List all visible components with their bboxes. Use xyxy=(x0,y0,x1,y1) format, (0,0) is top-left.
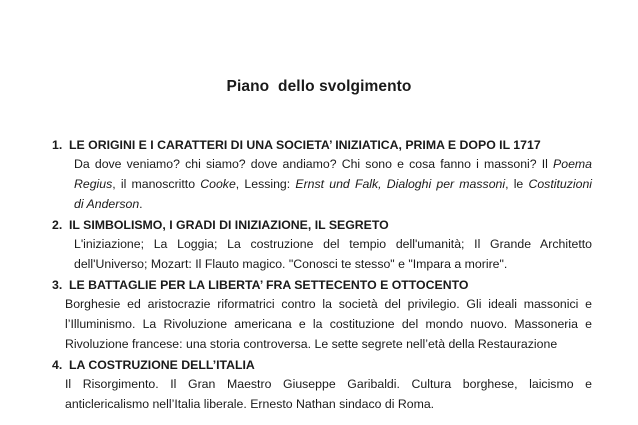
body-text: dell'Universo; Mozart: Il Flauto magico. "Conosci te stesso" e "Impara a morire". xyxy=(74,257,508,271)
section-heading-text: LE ORIGINI E I CARATTERI DI UNA SOCIETA’ INIZIATICA, PRIMA E DOPO IL 1717 xyxy=(69,138,541,152)
body-text: Il Risorgimento. Il Gran Maestro Giuseppe Garibaldi. Cultura borghese, laicismo e xyxy=(65,377,592,391)
italic-text: Ernst und Falk, Dialoghi per massoni xyxy=(295,177,506,191)
section-heading-text: LE BATTAGLIE PER LA LIBERTA’ FRA SETTECENTO E OTTOCENTO xyxy=(69,278,469,292)
body-line xyxy=(74,174,592,194)
body-text: l’Illuminismo. La Rivoluzione americana e la costituzione del mondo nuovo. Massoneria e xyxy=(65,317,592,331)
body-line xyxy=(74,194,592,214)
body-line xyxy=(74,254,592,274)
section-heading-text: LA COSTRUZIONE DELL’ITALIA xyxy=(69,358,255,372)
section-body xyxy=(74,154,592,214)
section-heading xyxy=(52,276,592,294)
section-heading xyxy=(52,136,592,154)
section-body xyxy=(74,234,592,274)
section-heading xyxy=(52,356,592,374)
body-text: Da dove veniamo? chi siamo? dove andiamo? Chi sono e cosa fanno i massoni? Il xyxy=(74,157,554,171)
body-line xyxy=(74,234,592,254)
italic-text: Costituzioni xyxy=(528,177,593,191)
section-number: 4. xyxy=(52,358,63,372)
section-heading-text: IL SIMBOLISMO, I GRADI DI INIZIAZIONE, IL SEGRETO xyxy=(69,218,389,232)
section-item xyxy=(52,356,592,414)
section-body xyxy=(65,374,592,414)
body-line xyxy=(65,294,592,314)
body-text: Rivoluzione francese: una storia controversa. Le sette segrete nell’età della Restaurazione xyxy=(65,337,558,351)
body-line xyxy=(65,394,592,414)
section-number: 3. xyxy=(52,278,63,292)
italic-text: Regius xyxy=(74,177,113,191)
section-item xyxy=(52,276,592,354)
body-text: . xyxy=(139,197,143,211)
body-text: Borghesie ed aristocrazie riformatrici contro la società del privilegio. Gli ideali massonici e xyxy=(65,297,592,311)
section-number: 1. xyxy=(52,138,63,152)
italic-text: Poema xyxy=(553,157,592,171)
section-body xyxy=(65,294,592,354)
body-text: L'iniziazione; La Loggia; La costruzione del tempio dell'umanità; Il Grande Architetto xyxy=(74,237,592,251)
body-text: anticlericalismo nell’Italia liberale. Ernesto Nathan sindaco di Roma. xyxy=(65,397,435,411)
body-text: , il manoscritto xyxy=(112,177,201,191)
italic-text: di Anderson xyxy=(74,197,140,211)
section-list xyxy=(52,136,592,416)
document-title: Piano dello svolgimento xyxy=(226,78,412,95)
section-item xyxy=(52,216,592,274)
body-text: , Lessing: xyxy=(235,177,296,191)
section-heading xyxy=(52,216,592,234)
body-line xyxy=(65,314,592,334)
section-item xyxy=(52,136,592,214)
italic-text: Cooke xyxy=(200,177,236,191)
body-text: , le xyxy=(505,177,529,191)
body-line xyxy=(74,154,592,174)
body-line xyxy=(65,374,592,394)
body-line xyxy=(65,334,592,354)
section-number: 2. xyxy=(52,218,63,232)
